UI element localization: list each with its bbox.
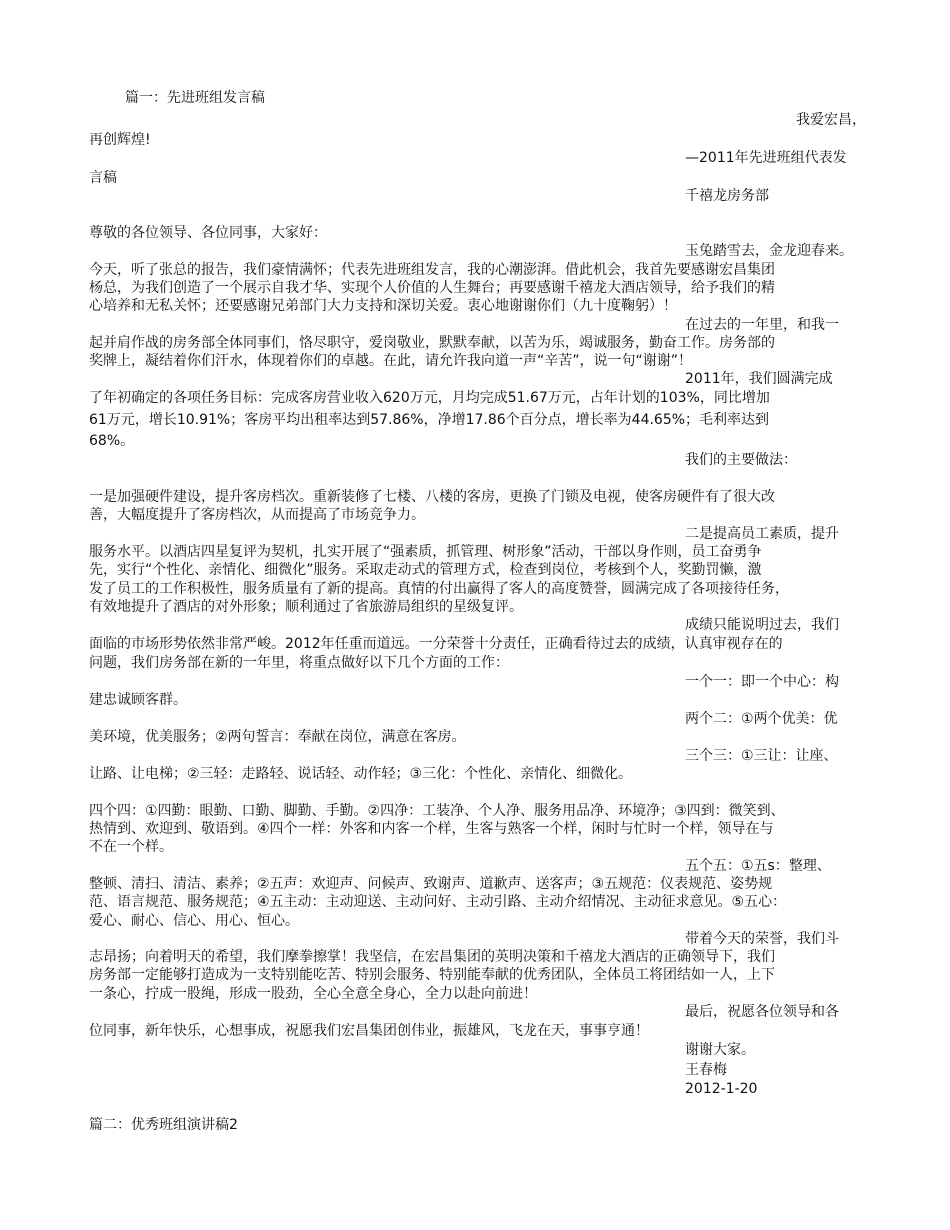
paragraph-line: 我们的主要做法： [685, 452, 797, 468]
paragraph-line: 五个五：①五s：整理、 [685, 858, 831, 874]
paragraph-line: —2011年先进班组代表发 [685, 150, 847, 166]
paragraph-line: 今天，听了张总的报告，我们豪情满怀；代表先进班组发言，我的心潮澎湃。借此机会，我首先要感谢宏昌集团 [89, 262, 775, 278]
paragraph-line: 心培养和无私关怀；还要感谢兄弟部门大力支持和深切关爱。衷心地谢谢你们（九十度鞠躬）！ [89, 298, 677, 314]
paragraph-line: 一是加强硬件建设，提升客房档次。重新装修了七楼、八楼的客房，更换了门锁及电视，使客房硬件有了很大改 [89, 489, 775, 505]
paragraph-line: 两个二：①两个优美：优 [685, 711, 838, 727]
paragraph-line: 位同事，新年快乐，心想事成，祝愿我们宏昌集团创伟业，振雄风，飞龙在天，事事亨通！ [89, 1023, 649, 1039]
paragraph-line: 热情到、欢迎到、敬语到。④四个一样：外客和内客一个样，生客与熟客一个样，闲时与忙时一个样，领导在与 [89, 821, 774, 837]
paragraph-line: 三个三：①三让：让座、 [685, 748, 838, 764]
signature-date: 2012-1-20 [685, 1081, 758, 1097]
paragraph-line: 范、语言规范、服务规范；④五主动：主动迎送、主动问好、主动引路、主动介绍情况、主动征求意见。⑤五心： [89, 894, 787, 910]
paragraph-line: 在过去的一年里，和我一 [685, 317, 839, 333]
paragraph-line: 一个一：即一个中心：构 [685, 674, 839, 690]
paragraph-line: 玉兔踏雪去，金龙迎春来。 [685, 243, 853, 259]
paragraph-line: 2011年，我们圆满完成 [685, 371, 833, 387]
closing-line: 谢谢大家。 [685, 1042, 755, 1058]
salutation: 尊敬的各位领导、各位同事，大家好： [89, 225, 327, 241]
paragraph-line: 志昂扬；向着明天的希望，我们摩拳擦掌！我坚信，在宏昌集团的英明决策和千禧龙大酒店的正确领导下，我们 [89, 949, 775, 965]
paragraph-line: 先，实行“个性化、亲情化、细微化”服务。采取走动式的管理方式，检查到岗位，考核到个人，奖勤罚懒，激 [89, 562, 762, 578]
paragraph-line: 有效地提升了酒店的对外形象；顺利通过了省旅游局组织的星级复评。 [89, 599, 523, 615]
paragraph-line: 服务水平。以酒店四星复评为契机，扎实开展了“强素质，抓管理、树形象”活动，干部以身作则，员工奋勇争 [89, 544, 762, 560]
paragraph-line: 问题，我们房务部在新的一年里，将重点做好以下几个方面的工作： [89, 655, 509, 671]
paragraph-line: 美环境，优美服务；②两句誓言：奉献在岗位，满意在客房。 [89, 729, 466, 745]
paragraph-line: 千禧龙房务部 [685, 188, 769, 204]
paragraph-line: 二是提高员工素质，提升 [685, 526, 839, 542]
paragraph-line: 了年初确定的各项任务目标：完成客房营业收入620万元，月均完成51.67万元，占年计划的103%，同比增加 [89, 390, 770, 406]
paragraph-line: 爱心、耐心、信心、用心、恒心。 [89, 913, 299, 929]
paragraph-line: 再创辉煌! [89, 132, 151, 148]
paragraph-line: 杨总，为我们创造了一个展示自我才华、实现个人价值的人生舞台；再要感谢千禧龙大酒店领导，给予我们的精 [89, 280, 775, 296]
paragraph-line: 一条心，拧成一股绳，形成一股劲，全心全意全身心，全力以赴向前进！ [89, 986, 537, 1002]
paragraph-line: 成绩只能说明过去，我们 [685, 617, 839, 633]
paragraph-line: 让路、让电梯；②三轻：走路轻、说话轻、动作轻；③三化：个性化、亲情化、细微化。 [89, 766, 633, 782]
paragraph-line: 房务部一定能够打造成为一支特别能吃苦、特别会服务、特别能奉献的优秀团队，全体员工将团结如一人，上下 [89, 967, 775, 983]
paragraph-line: 61万元，增长10.91%；客房平均出租率达到57.86%，净增17.86个百分点，增长率为44.65%；毛利率达到 [89, 412, 770, 428]
paragraph-line: 善，大幅度提升了客房档次，从而提高了市场竞争力。 [89, 507, 425, 523]
paragraph-line: 整顿、清扫、清洁、素养；②五声：欢迎声、问候声、致谢声、道歉声、送客声；③五规范：仪表规范、姿势规 [89, 876, 773, 892]
paragraph-line: 起并肩作战的房务部全体同事们，恪尽职守，爱岗敬业，默默奉献，以苦为乐，竭诚服务，勤奋工作。房务部的 [89, 335, 775, 351]
paragraph-line: 带着今天的荣誉，我们斗 [685, 931, 839, 947]
paragraph-line: 发了员工的工作积极性，服务质量有了新的提高。真情的付出赢得了客人的高度赞誉，圆满完成了各项接待任务， [89, 581, 789, 597]
paragraph-line: 建忠诚顾客群。 [89, 692, 187, 708]
paragraph-line: 最后，祝愿各位领导和各 [685, 1004, 839, 1020]
section-title-2: 篇二：优秀班组演讲稿2 [89, 1117, 238, 1133]
paragraph-line: 面临的市场形势依然非常严峻。2012年任重而道远。一分荣誉十分责任，正确看待过去的成绩，认真审视存在的 [89, 636, 783, 652]
paragraph-line: 言稿 [89, 170, 117, 186]
paragraph-line: 四个四：①四勤：眼勤、口勤、脚勤、手勤。②四净：工装净、个人净、服务用品净、环境净；③四到：微笑到、 [89, 803, 785, 819]
signature-name: 王春梅 [685, 1062, 727, 1078]
paragraph-line: 奖牌上，凝结着你们汗水，体现着你们的卓越。在此，请允许我向道一声“辛苦”，说一句“谢谢”！ [89, 353, 693, 369]
paragraph-line: 我爱宏昌， [796, 112, 866, 128]
paragraph-line: 不在一个样。 [89, 839, 173, 855]
paragraph-line: 68%。 [89, 433, 135, 449]
section-title-1: 篇一：先进班组发言稿 [125, 90, 265, 106]
